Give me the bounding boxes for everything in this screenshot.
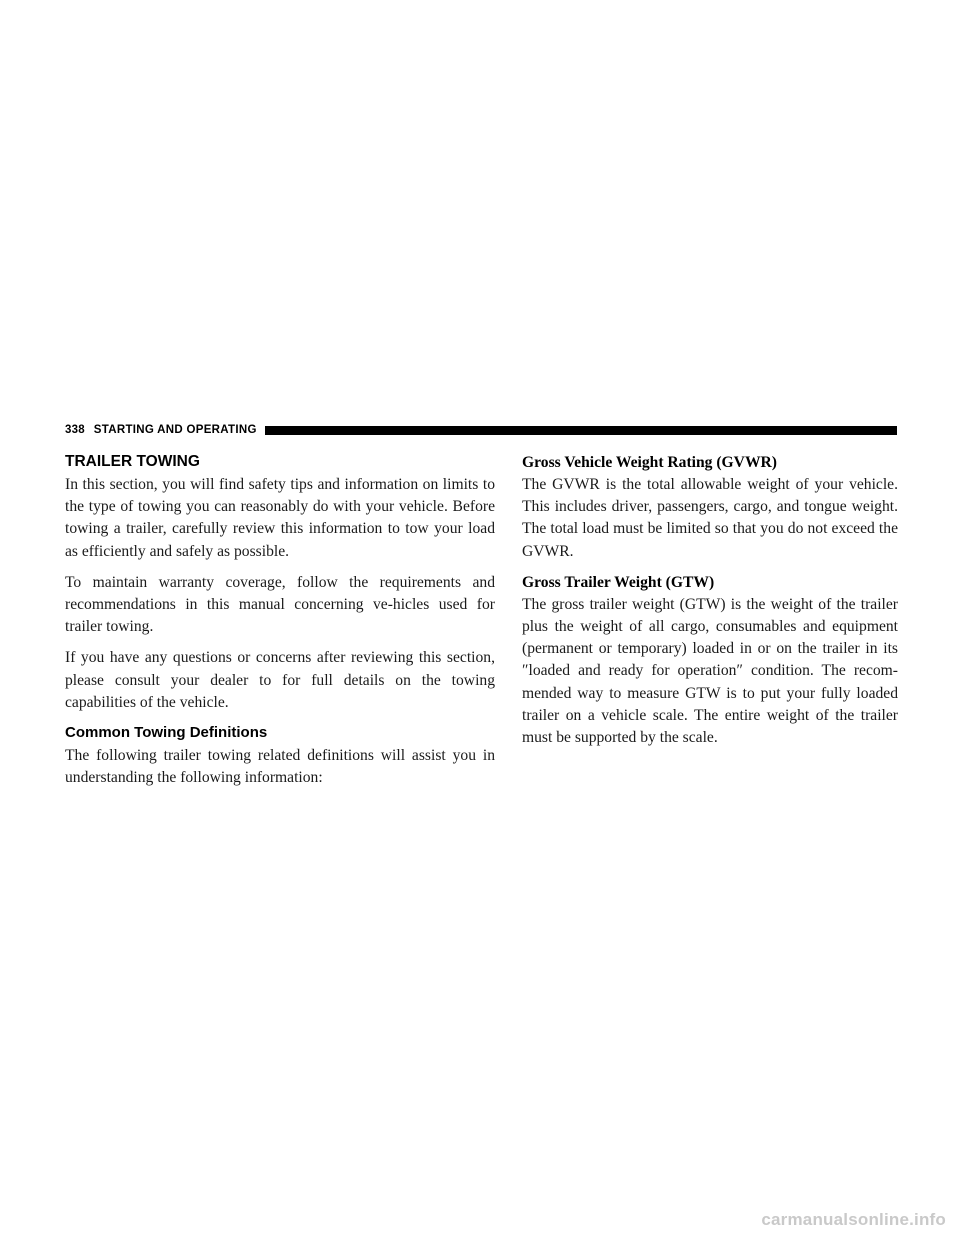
section-title: STARTING AND OPERATING xyxy=(93,424,257,436)
paragraph: If you have any questions or concerns after reviewing this section, please consult your dealer to for full details on the towing capabilities of the vehicle. xyxy=(65,649,495,711)
definition-term: Gross Vehicle Weight Rating (GVWR) xyxy=(522,454,777,471)
paragraph: In this section, you will find safety tips and information on limits to the type of towing you can reasonably do with your vehicle. Before towing a trailer, carefully review this information to tow your load as efficiently and safely as possible. xyxy=(65,476,495,560)
paragraph: The following trailer towing related definitions will assist you in understanding the following information: xyxy=(65,747,495,787)
section-heading: TRAILER TOWING xyxy=(65,453,200,470)
left-column xyxy=(65,452,495,798)
watermark: carmanualsonline.info xyxy=(761,1210,946,1229)
paragraph: To maintain warranty coverage, follow the requirements and recommendations in this manual concerning ve-hicles used for trailer towing. xyxy=(65,573,495,636)
page-header xyxy=(65,421,897,439)
definition-term: Gross Trailer Weight (GTW) xyxy=(522,573,715,591)
definition-text: The GVWR is the total allowable weight of your vehicle. This includes driver, passengers, cargo, and tongue weight. The total load must be limited so that you do not exceed the GVWR. xyxy=(522,476,898,560)
definition-text: The gross trailer weight (GTW) is the weight of the trailer plus the weight of all cargo, consumables and equipment (permanent or temporary) loaded in or on the trailer in its ″loaded and ready for operation″ condition. The recom-mended way to measure GTW is to put your fully loaded trailer on a vehicle scale. The entire weight of the trailer must be supported by the scale. xyxy=(522,595,898,747)
page-number: 338 xyxy=(65,424,85,436)
header-rule xyxy=(265,426,897,435)
subsection-heading: Common Towing Definitions xyxy=(65,724,268,742)
right-column xyxy=(522,452,898,758)
